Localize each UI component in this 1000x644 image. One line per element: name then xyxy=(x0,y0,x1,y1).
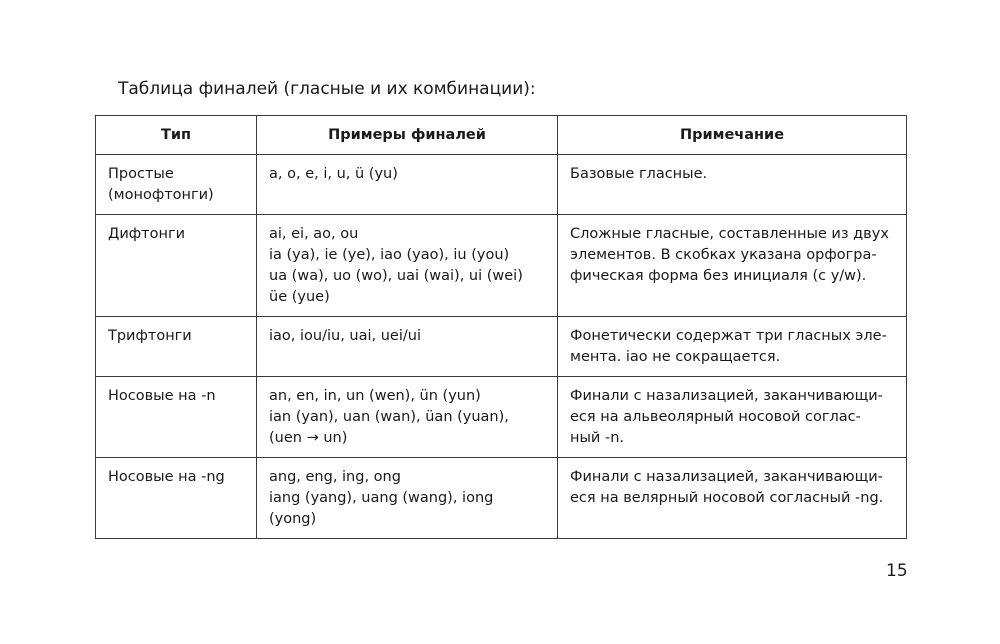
table-row xyxy=(96,215,907,317)
table-header-row xyxy=(96,116,907,155)
cell-examples: ai, ei, ao, ou ia (ya), ie (ye), iao (yao), iu (you) ua (wa), uo (wo), uai (wai), ui (wei) üe (yue) xyxy=(257,215,558,317)
cell-examples: an, en, in, un (wen), ün (yun) ian (yan), uan (wan), üan (yuan), (uen → un) xyxy=(257,377,558,458)
cell-type: Дифтонги xyxy=(96,215,257,317)
cell-type: Носовые на -ng xyxy=(96,458,257,539)
cell-note: Базовые гласные. xyxy=(558,155,907,215)
cell-examples: iao, iou/iu, uai, uei/ui xyxy=(257,317,558,377)
column-header-examples: Примеры финалей xyxy=(257,116,558,155)
table-row xyxy=(96,155,907,215)
cell-type: Носовые на -n xyxy=(96,377,257,458)
cell-examples: ang, eng, ing, ong iang (yang), uang (wang), iong (yong) xyxy=(257,458,558,539)
cell-type: Трифтонги xyxy=(96,317,257,377)
column-header-type: Тип xyxy=(96,116,257,155)
page-number: 15 xyxy=(886,561,908,581)
cell-type: Простые (монофтонги) xyxy=(96,155,257,215)
cell-examples: a, o, e, i, u, ü (yu) xyxy=(257,155,558,215)
column-header-note: Примечание xyxy=(558,116,907,155)
cell-note: Сложные гласные, составленные из двух элементов. В скобках указана орфогра- фическая форма без инициаля (с y/w). xyxy=(558,215,907,317)
table-row xyxy=(96,317,907,377)
table-row xyxy=(96,458,907,539)
table-caption: Таблица финалей (гласные и их комбинации): xyxy=(118,79,536,99)
finals-table xyxy=(95,115,907,539)
cell-note: Финали с назализацией, заканчивающи- еся на велярный носовой согласный -ng. xyxy=(558,458,907,539)
table-row xyxy=(96,377,907,458)
cell-note: Фонетически содержат три гласных эле- мента. iao не сокращается. xyxy=(558,317,907,377)
cell-note: Финали с назализацией, заканчивающи- еся на альвеолярный носовой соглас- ный -n. xyxy=(558,377,907,458)
